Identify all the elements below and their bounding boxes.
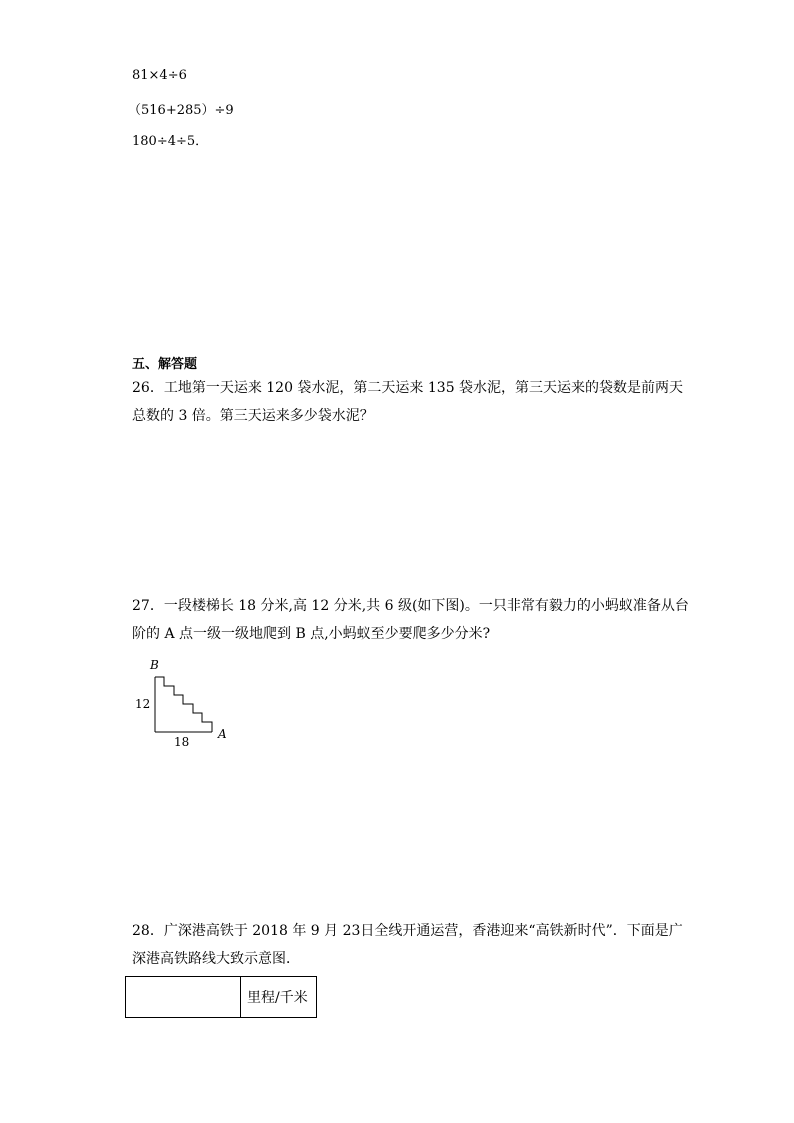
staircase-figure bbox=[130, 655, 240, 750]
question-28-line-2: 深港高铁路线大致示意图． bbox=[132, 951, 300, 967]
height-label: 12 bbox=[135, 697, 151, 711]
calc-expression-1: 81×4÷6 bbox=[132, 68, 187, 83]
staircase-steps bbox=[155, 677, 212, 732]
table-row bbox=[126, 977, 317, 1018]
calc-expression-2: （516+285）÷9 bbox=[128, 103, 234, 118]
question-27-line-1: 27．一段楼梯长 18 分米,高 12 分米,共 6 级(如下图)。一只非常有毅力的小蚂蚁准备从台 bbox=[132, 598, 689, 614]
table-header-mileage: 里程/千米 bbox=[241, 977, 317, 1018]
calc-expression-3: 180÷4÷5． bbox=[132, 134, 209, 149]
table-header-blank bbox=[126, 977, 241, 1018]
point-b-label: B bbox=[150, 658, 159, 672]
question-26-line-1: 26．工地第一天运来 120 袋水泥，第二天运来 135 袋水泥，第三天运来的袋数是前两天 bbox=[132, 380, 684, 396]
question-27-line-2: 阶的 A 点一级一级地爬到 B 点,小蚂蚁至少要爬多少分米? bbox=[132, 626, 491, 642]
point-a-label: A bbox=[218, 727, 227, 741]
staircase-outline bbox=[155, 677, 212, 732]
question-26-line-2: 总数的 3 倍。第三天运来多少袋水泥？ bbox=[132, 408, 374, 424]
question-27 bbox=[132, 592, 689, 648]
mileage-table bbox=[125, 976, 317, 1018]
question-28 bbox=[132, 917, 683, 973]
width-label: 18 bbox=[174, 735, 190, 749]
question-26 bbox=[132, 374, 683, 430]
question-28-line-1: 28．广深港高铁于 2018 年 9 月 23日全线开通运营，香港迎来“高铁新时代”．下面是广 bbox=[132, 923, 683, 939]
section-heading: 五、解答题 bbox=[132, 357, 198, 372]
